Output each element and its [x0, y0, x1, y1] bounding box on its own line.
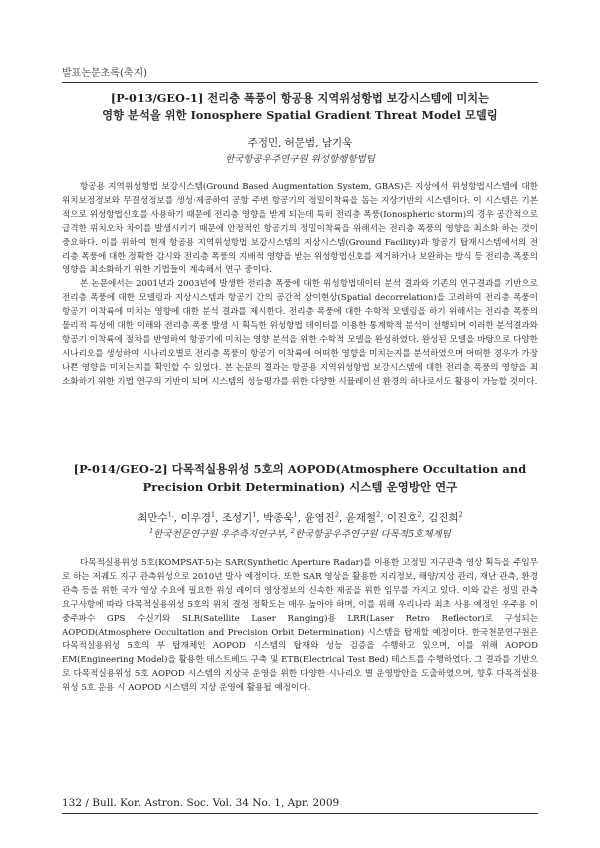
paper2-title-line1: [P-014/GEO-2] 다목적실용위성 5호의 AOPOD(Atmosphere Occultation and [73, 462, 527, 476]
author-name: 이우경 [180, 512, 212, 524]
author-affiliation-mark: 1 [252, 510, 257, 519]
author-name: 최만수 [137, 512, 168, 524]
affiliation-mark: 2 [290, 526, 295, 535]
paper2-affiliation [60, 528, 540, 541]
paper2-title-line2: Precision Orbit Determination) 시스템 운영방안 연구 [142, 480, 458, 494]
affiliation-mark: 1 [149, 526, 154, 535]
paper1-affiliation: 한국항공우주연구원 위성항행항법팀 [225, 154, 375, 165]
paper1-title-line1: [P-013/GEO-1] 전리층 폭풍이 항공용 지역위성항법 보강시스템에 미치는 [110, 91, 490, 105]
paper1-abstract [62, 181, 538, 390]
affiliation-text: 한국천문연구원 우주측지연구부, [153, 529, 291, 540]
author-affiliation-mark: 1 [293, 510, 298, 519]
author-affiliation-mark: 2 [417, 510, 422, 519]
paper2-authors: 최만수$^{1,}$, 이우경$^1$, 조성기$^1$, 박종욱$^1$, 윤영진$^2$, 윤재철$^2$, 이진호$^2$, 김진희$^2$ [137, 510, 463, 524]
page-footer: 132 / Bull. Kor. Astron. Soc. Vol. 34 No. 1, Apr. 2009 [62, 797, 340, 809]
author-name: 조성기 [221, 512, 253, 524]
paper1-authors: 주정민, 허문범, 남기욱 [247, 137, 353, 149]
author-name: 윤영진 [304, 512, 335, 524]
footer-rule [62, 813, 538, 814]
header-rule [62, 82, 538, 83]
running-head: 발표논문초록(축지) [62, 68, 148, 79]
paper2-paragraph-1: 다목적실용위성 5호(KOMPSAT-5)는 SAR(Synthetic Aperture Radar)를 이용한 고정밀 지구관측 영상 획득을 주임무로 하는 저궤도 지구 관측위성으로 2010년 발사 예정이다. 또한 SAR 영상을 활용한 지리정보, 해양/지상 관리, 재난 관측, 환경 관측 등을 위한 국가 영상 수요에 필요한 위성 레이더 영상정보의 신속한 제공을 위한 임무를 가지고 있다. 이와 같은 정밀 관측 요구사항에 따라 다목적실용위성 5호의 위치 결정 정확도는 매우 높아야 하며, 이를 위해 우리나라 최초 사용 예정인 우주용 이중주파수 GPS 수신기와 SLR(Satellite Laser Ranging)용 LRR(Laser Retro Reflector)로 구성되는 AOPOD(Atmosphere Occultation and Precision Orbit Determination) 시스템을 탑재할 예정이다. 한국천문연구원은 다목적실용위성 5호의 부 탑재체인 AOPOD 시스템의 탑재와 성능 검증을 수행하고 있으며, 이를 위해 AOPOD EM(Engineering Model)을 활용한 테스트베드 구축 및 ETB(Electrical Test Bed) 테스트를 수행하였다. 그 결과를 기반으로 다목적실용위성 5호 AOPOD 시스템의 지상국 운영을 위한 다양한 시나리오 별 운영방안을 도출하였으며, 향후 다목적실용위성 5호 운용 시 AOPOD 시스템의 지상 운영에 활용될 예정이다. [62, 558, 538, 694]
author-affiliation-mark: 2 [334, 510, 339, 519]
paper1-title [60, 90, 540, 124]
author-name: 윤재철 [345, 512, 377, 524]
author-affiliation-mark: 1 [211, 510, 216, 519]
author-affiliation-mark: 2 [458, 510, 463, 519]
paper1-paragraph-1: 항공용 지역위성항법 보강시스템(Ground Based Augmentation System, GBAS)은 지상에서 위성항법시스템에 대한 위치보정정보와 무결성정보를 생성·제공하여 공항 주변 항공기의 정밀이착륙을 돕는 지상기반의 시스템이다. 이 시스템은 기본적으로 위성항법신호를 사용하기 때문에 전리층 영향을 받게 되는데 특히 전리층 폭풍(Ionospheric storm)의 경우 공간적으로 급격한 위치오차 차이를 발생시키기 때문에 안정적인 항공기의 정밀이착륙을 위해서는 전리층 폭풍의 영향을 최소화 하는 것이 중요하다. 이를 위하여 현재 항공용 지역위성항법 보강시스템의 지상시스템(Ground Facility)과 항공기 탑재시스템에서의 전리층 폭풍에 대한 정확한 감시와 전리층 폭풍의 지배적 영향을 받는 위성항법신호를 제거하거나 보완하는 방식 등 전리층 폭풍의 영향을 최소화하기 위한 기법들이 계속해서 연구 중이다. [62, 182, 538, 276]
author-affiliation-mark: 2 [376, 510, 381, 519]
author-affiliation-mark: 1, [167, 510, 174, 519]
affiliation-text: 한국항공우주연구원 다목적5호체계팀 [294, 529, 451, 540]
author-name: 김진희 [428, 512, 459, 524]
paper1-paragraph-2: 본 논문에서는 2001년과 2003년에 발생한 전리층 폭풍에 대한 위성항법데이터 분석 결과와 기존의 연구결과를 기반으로 전리층 폭풍에 대한 모델링과 지상시스템과 항공기 간의 공간적 상이현상(Spatial decorrelation)을 고려하여 전리층 폭풍이 항공기 이착륙에 미치는 영향에 대한 분석 결과를 제시한다. 전리층 폭풍에 대한 수학적 모델링을 하기 위해서는 전리층 폭풍의 물리적 특성에 대한 이해와 전리층 폭풍 발생 시 획득한 위성항법 데이터를 이용한 통계학적 분석이 선행되며 이러한 분석결과와 항공기 이착륙에 절차를 반영하여 항공기에 미치는 영향 분석을 위한 수학적 모델을 완성하였다. 완성된 모델을 바탕으로 다양한 시나리오를 생성하여 시나리오별로 전리층 폭풍이 항공기 이착륙에 어떠한 영향을 미치는지를 분석하였으며 어떠한 경우가 가장 나쁜 영향을 미치는지를 확인할 수 있었다. 본 논문의 결과는 항공용 지역위성항법 보강시스템에 대한 전리층 폭풍의 영향을 최소화하기 위한 기법 연구의 기반이 되며 시스템의 성능평가를 위한 다양한 시뮬레이션 환경의 하나로서도 활용이 가능할 것이다. [62, 279, 538, 387]
paper2-abstract [62, 557, 538, 696]
author-name: 이진호 [386, 512, 418, 524]
author-name: 박종욱 [263, 512, 294, 524]
paper2-title [60, 460, 540, 496]
paper1-title-line2: 영향 분석을 위한 Ionosphere Spatial Gradient Threat Model 모델링 [102, 108, 498, 122]
